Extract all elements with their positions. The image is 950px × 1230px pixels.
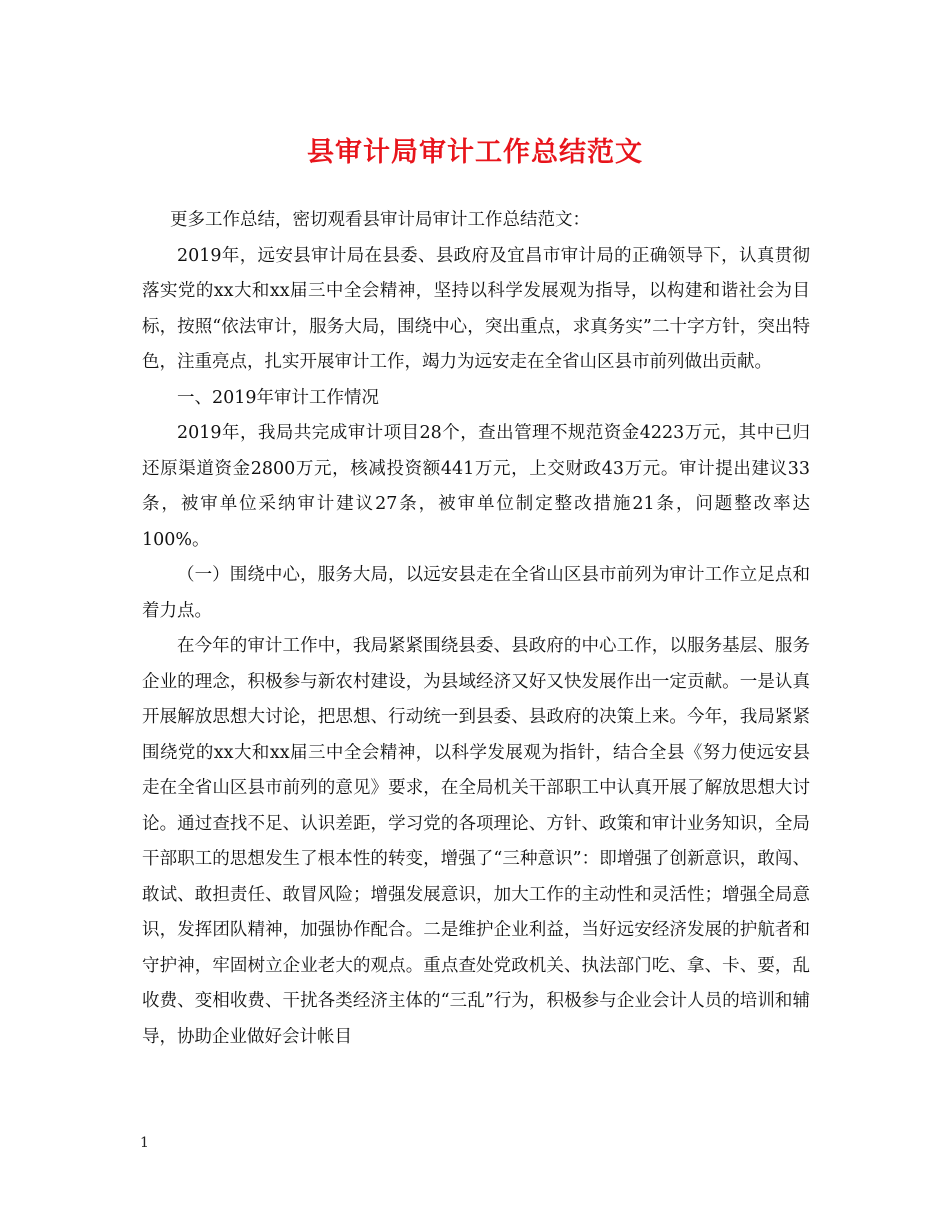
subsection-heading-1: （一）围绕中心，服务大局，以远安县走在全省山区县市前列为审计工作立足点和着力点。 bbox=[142, 565, 810, 621]
overview-paragraph: 2019年，远安县审计局在县委、县政府及宜昌市审计局的正确领导下，认真贯彻落实党的xx大和xx届三中全会精神，坚持以科学发展观为指导，以构建和谐社会为目标，按照“依法审计，服务大局，围绕中心，突出重点，求真务实”二十字方针，突出特色，注重亮点，扎实开展审计工作，竭力为远安走在全省山区县市前列做出贡献。 bbox=[142, 245, 810, 372]
page-number: 1 bbox=[140, 1135, 149, 1151]
document-title: 县审计局审计工作总结范文 bbox=[307, 137, 643, 168]
intro-paragraph: 更多工作总结，密切观看县审计局审计工作总结范文： bbox=[170, 210, 590, 230]
document-body bbox=[142, 203, 810, 1055]
statistics-paragraph: 2019年，我局共完成审计项目28个，查出管理不规范资金4223万元，其中已归还原渠道资金2800万元，核减投资额441万元，上交财政43万元。审计提出建议33条，被审单位采纳审计建议27条，被审单位制定整改措施21条，问题整改率达100%。 bbox=[142, 423, 810, 550]
section-heading-1: 一、2019年审计工作情况 bbox=[177, 387, 380, 408]
detail-paragraph: 在今年的审计工作中，我局紧紧围绕县委、县政府的中心工作，以服务基层、服务企业的理念，积极参与新农村建设，为县域经济又好又快发展作出一定贡献。一是认真开展解放思想大讨论，把思想、行动统一到县委、县政府的决策上来。今年，我局紧紧围绕党的xx大和xx届三中全会精神，以科学发展观为指针，结合全县《努力使远安县走在全省山区县市前列的意见》要求，在全局机关干部职工中认真开展了解放思想大讨论。通过查找不足、认识差距，学习党的各项理论、方针、政策和审计业务知识，全局干部职工的思想发生了根本性的转变，增强了“三种意识”：即增强了创新意识，敢闯、敢试、敢担责任、敢冒风险；增强发展意识，加大工作的主动性和灵活性；增强全局意识，发挥团队精神，加强协作配合。二是维护企业利益，当好远安经济发展的护航者和守护神，牢固树立企业老大的观点。重点查处党政机关、执法部门吃、拿、卡、要，乱收费、变相收费、干扰各类经济主体的“三乱”行为，积极参与企业会计人员的培训和辅导，协助企业做好会计帐目 bbox=[142, 636, 810, 1047]
